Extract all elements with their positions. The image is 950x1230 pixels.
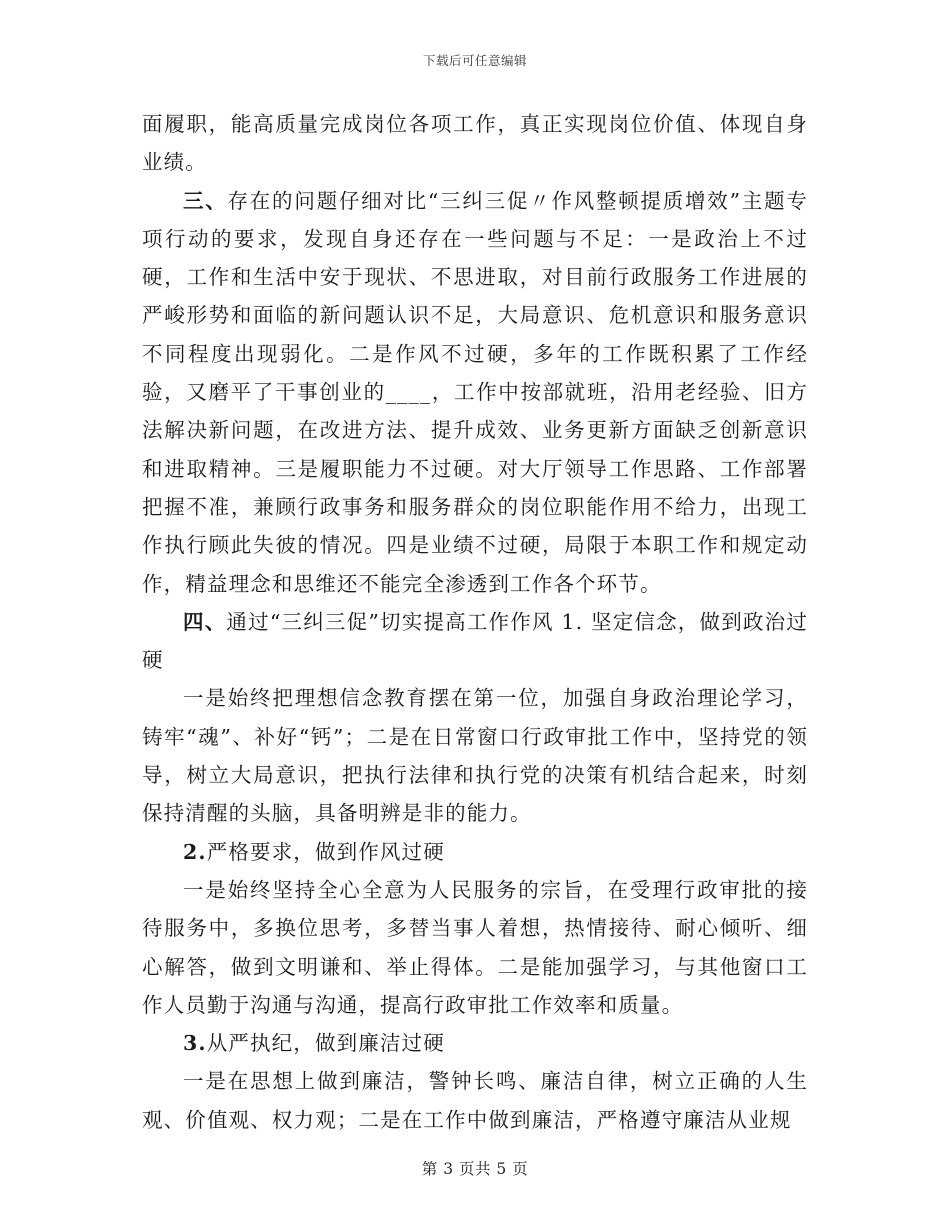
section-number-three: 三、 bbox=[183, 188, 228, 213]
page-header: 下载后可任意编辑 bbox=[422, 53, 527, 68]
section-number-four: 四、 bbox=[183, 609, 227, 634]
paragraph-section-three bbox=[142, 182, 808, 603]
section-four-text: 通过“三纠三促”切实提高工作作风 1. 坚定信念，做到政治过硬 bbox=[142, 609, 808, 673]
subheading-work-style bbox=[142, 833, 808, 871]
subheading-three-text: 从严执纪，做到廉洁过硬 bbox=[206, 1031, 445, 1056]
subheading-number-three: 3. bbox=[183, 1031, 207, 1056]
paragraph-service: 一是始终坚持全心全意为人民服务的宗旨，在受理行政审批的接待服务中，多换位思考，多替当事人着想，热情接待、耐心倾听、细心解答，做到文明谦和、举止得体。二是能加强学习，与其他窗口工作人员勤于沟通与沟通，提高行政审批工作效率和质量。 bbox=[142, 877, 808, 1017]
page-footer: 第 3 页共 5 页 bbox=[421, 1160, 529, 1178]
paragraph-integrity: 一是在思想上做到廉洁，警钟长鸣、廉洁自律，树立正确的人生观、价值观、权力观；二是在工作中做到廉洁，严格遵守廉洁从业规 bbox=[142, 1069, 808, 1132]
subheading-integrity bbox=[142, 1024, 808, 1062]
subheading-number-two: 2. bbox=[183, 839, 207, 864]
paragraph-section-four bbox=[142, 603, 808, 680]
document-body bbox=[142, 105, 808, 1139]
section-three-text: 存在的问题仔细对比“三纠三促〃作风整顿提质增效”主题专项行动的要求，发现自身还存在一些问题与不足：一是政治上不过硬，工作和生活中安于现状、不思进取，对目前行政服务工作进展的严峻形势和面临的新问题认识不足，大局意识、危机意识和服务意识不同程度出现弱化。二是作风不过硬，多年的工作既积累了工作经验，又磨平了干事创业的____，工作中按部就班，沿用老经验、旧方法解决新问题，在改进方法、提升成效、业务更新方面缺乏创新意识和进取精神。三是履职能力不过硬。对大厅领导工作思路、工作部署把握不准，兼顾行政事务和服务群众的岗位职能作用不给力，出现工作执行顾此失彼的情况。四是业绩不过硬，局限于本职工作和规定动作，精益理念和思维还不能完全渗透到工作各个环节。 bbox=[142, 188, 808, 596]
paragraph-continuation: 面履职，能高质量完成岗位各项工作，真正实现岗位价值、体现自身业绩。 bbox=[142, 112, 808, 175]
subheading-two-text: 严格要求，做到作风过硬 bbox=[206, 839, 445, 864]
paragraph-political: 一是始终把理想信念教育摆在第一位，加强自身政治理论学习，铸牢“魂”、补好“钙”；二是在日常窗口行政审批工作中，坚持党的领导，树立大局意识，把执行法律和执行党的决策有机结合起来，时刻保持清醒的头脑，具备明辨是非的能力。 bbox=[142, 686, 808, 826]
